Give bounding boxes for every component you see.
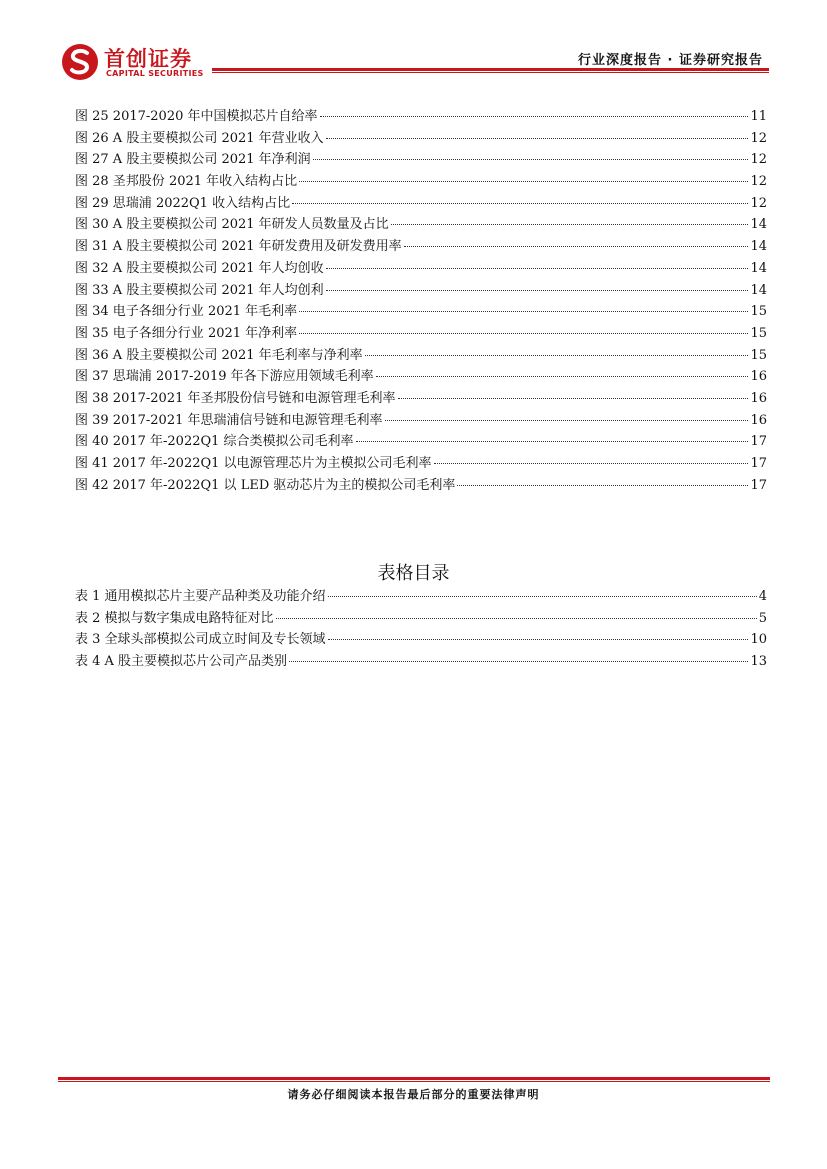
capital-securities-logo-icon [60,42,100,82]
toc-leader-dots [328,639,749,640]
toc-entry[interactable] [75,431,767,453]
toc-entry-title: 图 37 思瑞浦 2017-2019 年各下游应用领域毛利率 [75,369,374,385]
toc-leader-dots [328,596,757,597]
toc-entry-title: 图 34 电子各细分行业 2021 年毛利率 [75,304,298,320]
toc-entry-title: 图 39 2017-2021 年思瑞浦信号链和电源管理毛利率 [75,412,383,428]
toc-entry-page: 11 [750,109,767,124]
toc-leader-dots [299,311,748,312]
header-divider-thin [212,72,769,73]
toc-entry[interactable] [75,193,767,215]
figure-toc-list [75,106,767,496]
toc-entry[interactable] [75,323,767,345]
toc-entry[interactable] [75,149,767,171]
report-type: 行业深度报告 · 证券研究报告 [578,53,763,68]
toc-entry[interactable] [75,106,767,128]
toc-entry-page: 16 [750,390,767,406]
toc-entry-page: 10 [750,632,767,648]
toc-entry[interactable] [75,388,767,410]
toc-entry-page: 15 [750,304,767,320]
toc-leader-dots [434,463,749,464]
toc-entry-title: 表 4 A 股主要模拟芯片公司产品类别 [75,654,288,670]
toc-entry-title: 图 30 A 股主要模拟公司 2021 年研发人员数量及占比 [75,217,389,233]
toc-entry-page: 14 [750,217,767,233]
toc-leader-dots [365,355,749,356]
toc-entry-page: 12 [750,195,767,211]
toc-leader-dots [292,203,748,204]
toc-leader-dots [326,268,749,269]
toc-entry-page: 14 [750,239,767,255]
toc-entry-page: 15 [750,347,767,363]
toc-entry-title: 图 29 思瑞浦 2022Q1 收入结构占比 [75,195,291,211]
toc-leader-dots [289,661,748,662]
toc-entry[interactable] [75,345,767,367]
toc-entry[interactable] [75,171,767,193]
logo-chinese-name: 首创证券 [104,47,192,71]
toc-entry-title: 图 41 2017 年-2022Q1 以电源管理芯片为主模拟公司毛利率 [75,456,432,471]
toc-entry-title: 表 1 通用模拟芯片主要产品种类及功能介绍 [75,589,326,604]
tables-toc-heading: 表格目录 [377,563,450,584]
toc-leader-dots [385,420,749,421]
toc-entry-title: 图 33 A 股主要模拟公司 2021 年人均创利 [75,282,324,298]
toc-entry[interactable] [75,301,767,323]
toc-entry-title: 图 26 A 股主要模拟公司 2021 年营业收入 [75,130,324,146]
toc-entry[interactable] [75,608,767,630]
toc-entry-title: 表 2 模拟与数字集成电路特征对比 [75,610,274,626]
footer-divider [58,1077,770,1080]
toc-entry[interactable] [75,258,767,280]
toc-entry-title: 图 27 A 股主要模拟公司 2021 年净利润 [75,152,311,168]
toc-leader-dots [376,376,749,377]
toc-entry-title: 表 3 全球头部模拟公司成立时间及专长领域 [75,632,326,648]
toc-entry-page: 12 [750,130,767,146]
toc-entry[interactable] [75,629,767,651]
toc-entry-page: 12 [750,174,767,190]
footer-divider-thin [58,1081,770,1082]
toc-entry[interactable] [75,475,767,497]
toc-entry[interactable] [75,214,767,236]
toc-entry-page: 16 [750,369,767,385]
header-divider [212,68,769,71]
toc-leader-dots [276,618,757,619]
toc-entry-page: 16 [750,412,767,428]
toc-entry-page: 17 [750,456,767,471]
logo-english-name: CAPITAL SECURITIES [106,69,204,78]
toc-leader-dots [299,181,748,182]
toc-leader-dots [391,224,749,225]
toc-leader-dots [320,116,749,117]
toc-leader-dots [398,398,749,399]
toc-leader-dots [457,485,748,486]
toc-entry-title: 图 28 圣邦股份 2021 年收入结构占比 [75,174,298,190]
toc-entry-title: 图 35 电子各细分行业 2021 年净利率 [75,325,298,341]
toc-entry[interactable] [75,651,767,673]
toc-leader-dots [356,441,749,442]
toc-entry-title: 图 42 2017 年-2022Q1 以 LED 驱动芯片为主的模拟公司毛利率 [75,477,456,493]
legal-disclaimer: 请务必仔细阅读本报告最后部分的重要法律声明 [287,1088,540,1101]
toc-entry-page: 17 [750,434,767,450]
company-logo [60,42,220,82]
toc-entry[interactable] [75,128,767,150]
toc-entry-page: 5 [758,610,767,626]
toc-entry[interactable] [75,453,767,475]
toc-leader-dots [326,290,749,291]
toc-entry-title: 图 32 A 股主要模拟公司 2021 年人均创收 [75,260,324,276]
table-toc-list [75,586,767,673]
toc-entry-title: 图 36 A 股主要模拟公司 2021 年毛利率与净利率 [75,347,363,363]
toc-entry[interactable] [75,410,767,432]
page-header [0,0,827,90]
toc-leader-dots [313,159,749,160]
toc-entry-page: 12 [750,152,767,168]
toc-entry-page: 14 [750,282,767,298]
toc-entry-title: 图 38 2017-2021 年圣邦股份信号链和电源管理毛利率 [75,390,396,406]
toc-entry-page: 4 [758,589,767,604]
toc-entry-title: 图 40 2017 年-2022Q1 综合类模拟公司毛利率 [75,434,354,450]
toc-entry-page: 14 [750,260,767,276]
toc-entry-title: 图 31 A 股主要模拟公司 2021 年研发费用及研发费用率 [75,239,402,255]
toc-leader-dots [326,138,749,139]
toc-entry-page: 17 [750,477,767,493]
toc-entry-title: 图 25 2017-2020 年中国模拟芯片自给率 [75,109,318,124]
toc-leader-dots [299,333,748,334]
toc-entry[interactable] [75,280,767,302]
toc-entry[interactable] [75,586,767,608]
toc-entry-page: 13 [750,654,767,670]
toc-entry[interactable] [75,366,767,388]
toc-entry[interactable] [75,236,767,258]
toc-leader-dots [404,246,749,247]
toc-entry-page: 15 [750,325,767,341]
